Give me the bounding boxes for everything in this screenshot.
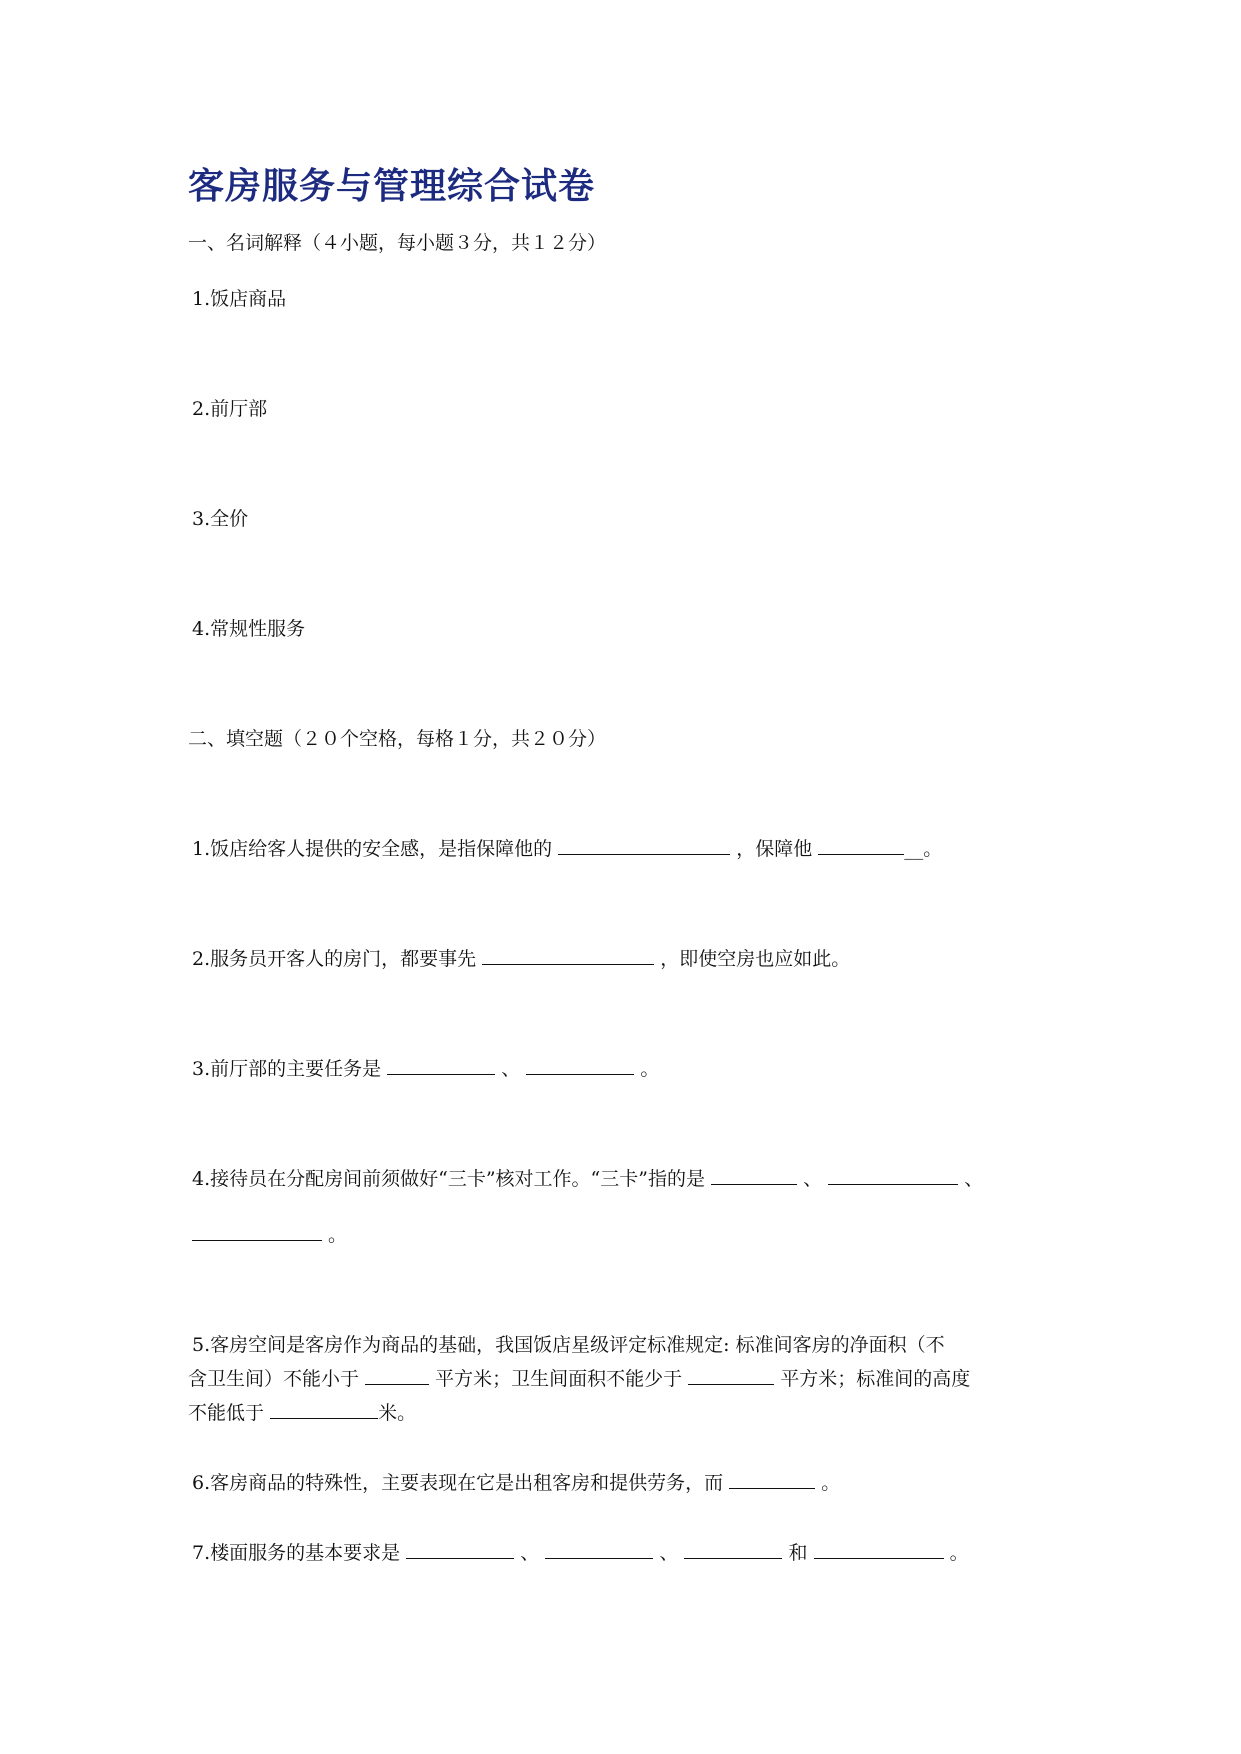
- question-4-text-c: 、: [964, 1168, 984, 1190]
- question-5-text-f: 米。: [378, 1402, 417, 1424]
- question-5-text-b: 含卫生间）不能小于: [188, 1368, 360, 1390]
- question-7-text-c: 、: [659, 1542, 679, 1564]
- answer-blank[interactable]: [545, 1540, 653, 1559]
- term-item-2: 2.前厅部: [192, 398, 268, 420]
- answer-blank[interactable]: [828, 1166, 958, 1185]
- question-2-text-b: ，即使空房也应如此。: [660, 948, 851, 970]
- question-3-text-c: 。: [640, 1058, 660, 1080]
- answer-blank[interactable]: [558, 836, 730, 855]
- question-7-text-a: 7.楼面服务的基本要求是: [192, 1542, 401, 1564]
- question-2: [192, 946, 850, 972]
- section-heading-terms: 一、名词解释（４小题，每小题３分，共１２分）: [188, 232, 607, 254]
- answer-blank[interactable]: [192, 1222, 322, 1241]
- answer-blank[interactable]: [526, 1056, 634, 1075]
- answer-blank[interactable]: [711, 1166, 797, 1185]
- answer-blank[interactable]: [406, 1540, 514, 1559]
- question-2-text-a: 2.服务员开客人的房门，都要事先: [192, 948, 477, 970]
- answer-blank[interactable]: [729, 1470, 815, 1489]
- question-5-text-e: 不能低于: [188, 1402, 265, 1424]
- question-5: [192, 1332, 945, 1358]
- answer-blank[interactable]: [688, 1366, 774, 1385]
- answer-blank[interactable]: [365, 1366, 429, 1385]
- question-4-continued: [192, 1222, 347, 1248]
- question-7-text-e: 。: [949, 1542, 969, 1564]
- question-5-line-2: [188, 1366, 970, 1392]
- question-6: [192, 1470, 840, 1496]
- question-1-text-b: ，保障他: [736, 838, 813, 860]
- answer-blank[interactable]: [684, 1540, 782, 1559]
- question-6-text-b: 。: [821, 1472, 841, 1494]
- question-5-text-c: 平方米；卫生间面积不能少于: [435, 1368, 683, 1390]
- answer-blank[interactable]: [482, 946, 654, 965]
- answer-blank[interactable]: [818, 836, 904, 855]
- question-4-text-d: 。: [328, 1224, 348, 1246]
- question-3: [192, 1056, 659, 1082]
- page-title: 客房服务与管理综合试卷: [188, 165, 596, 207]
- section-heading-fill-blanks: 二、填空题（２０个空格，每格１分，共２０分）: [188, 728, 607, 750]
- term-item-4: 4.常规性服务: [192, 618, 306, 640]
- term-item-1: 1.饭店商品: [192, 288, 287, 310]
- question-7-text-d: 和: [788, 1542, 808, 1564]
- question-4-text-b: 、: [803, 1168, 823, 1190]
- question-3-text-b: 、: [501, 1058, 521, 1080]
- question-1: [192, 836, 942, 862]
- question-4-text-a: 4.接待员在分配房间前须做好“三卡”核对工作。“三卡”指的是: [192, 1168, 705, 1190]
- answer-blank[interactable]: [814, 1540, 944, 1559]
- question-3-text-a: 3.前厅部的主要任务是: [192, 1058, 382, 1080]
- answer-blank[interactable]: [387, 1056, 495, 1075]
- question-1-text-a: 1.饭店给客人提供的安全感，是指保障他的: [192, 838, 553, 860]
- answer-blank[interactable]: [270, 1400, 378, 1419]
- question-7: [192, 1540, 969, 1566]
- question-5-text-a: 5.客房空间是客房作为商品的基础，我国饭店星级评定标准规定: 标准间客房的净面积（不: [192, 1334, 945, 1356]
- question-1-text-c: __。: [904, 838, 943, 860]
- question-7-text-b: 、: [520, 1542, 540, 1564]
- question-5-line-3: [188, 1400, 416, 1426]
- question-6-text-a: 6.客房商品的特殊性，主要表现在它是出租客房和提供劳务，而: [192, 1472, 724, 1494]
- term-item-3: 3.全价: [192, 508, 249, 530]
- question-5-text-d: 平方米；标准间的高度: [780, 1368, 971, 1390]
- question-4: [192, 1166, 983, 1192]
